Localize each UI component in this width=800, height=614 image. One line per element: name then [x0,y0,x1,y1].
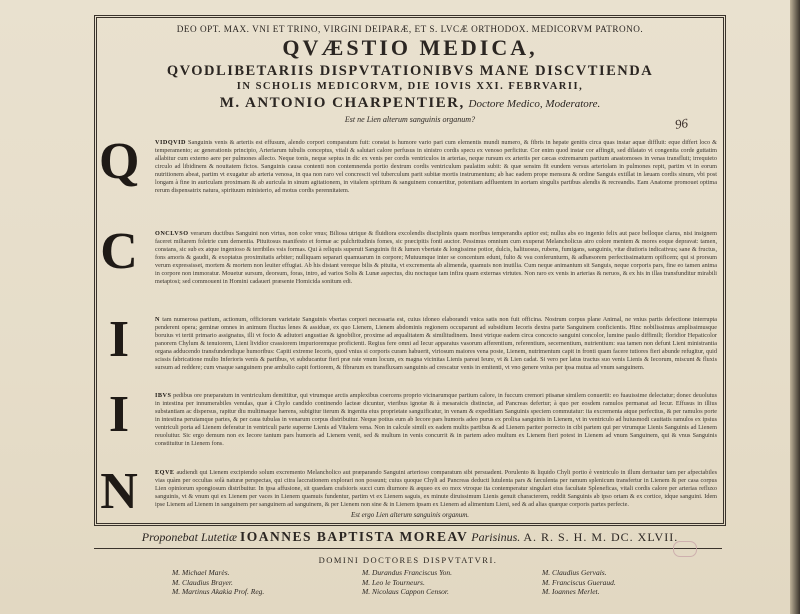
paragraph-lead-word: EQVE [155,469,175,476]
drop-cap-initial: Q [99,133,140,190]
moderator-name: M. ANTONIO CHARPENTIER, [219,95,465,111]
imprint-date: A. R. S. H. M. DC. XLVII. [523,530,679,544]
drop-cap-initial: I [108,386,130,443]
paragraph-text: Sanguinis venis & arteriis est effusum, alendo corpori comparatum fuit: constat is humore vario pari cum elementis mundi numero, & fibris in hepate genitis circa quas instar aquæ diffluit: eque differt loco & temperamento; ac generationis principio, Arteriarum tubulis conceptus, vitali & salutari calore perfusus in sinistro cordis specu ex venoso perficitur. Cor enim quod instar cor affingit, sed dilatato vi congenita corde guttatim allabitur cum externo aere per pulmones allecto. Neque tonis, neque sepius in dic ex venis per cordis ventriculos in arterias, neque rursum ex arteriis per cæcas extremarum partium anastomoses in venas transfluit; irrequieto circulo ad libidinem & nouitatem fictos. Sanguinis causa contenti non contemnenda portio dextrum cordis ventriculum paulatim subit: & quæ sensim fit eundem versus arteriolam in pulmones repit, partim vt in eorum nutritionem abeat, partim vt exugatur ab arteria venosa, in qua non raro vel concrescit vel tuberculum parit subitæ mortis instrumentum; ab hac eadem prope mensura & ordine Sanguis extillat in læuam cordis sinum, vbi post longam à fine in auriculam proximam & ab auricula in sinum agitationem, in vitalem spiritum & sanguinem conuertitur, potentiam adfluentem in aortam singulis partibus alendis & recreandis. Eam Anatome promouet optima rerum dispensatrix natura, spirituum ministerio, ad motus cordis perennitatem. [155,139,717,194]
library-stamp [673,541,697,557]
handwritten-folio-note: 96 [673,115,689,132]
paragraph-lead-word: N [155,316,160,323]
page-edge-shadow [790,0,800,614]
paragraph-lead-word: ONCLVSO [155,230,189,237]
paragraph-lead-word: VIDQVID [155,139,187,146]
paragraph-text: verarum ductibus Sanguini non virtus, non color vnus; Biliosa utrique & fluidiora excolendis disciplinis quam moribus temperandis aptior est; nullus abs eo ingenio felix aut pace belloque clarus, nisi insignem faceret miltarem foletrie cum dementia. Pituitosus manifesto et formæ ac pulchritudinis fomes, sic præcipitis fonti auctor. Pessimus omnium cum exuperat Melancholicus atro colore mentem & mores eoque depravat: tamen, constans, sic sub ex atque ingenioso & terribiles vsis formas. Qui à reliquis superuit Sanguinis fit & lumen vbertate & longissime potior, dulcis, halituosus, rubens, fumigans, sanguinis, vitæ diutioris indicativus; sane & fructus, fons amoris & gaudii, & exoptatus proximitatis arbiter; nulliquam separari quamuarum in corpore; Mutuumque inter se concentum edunt, fulto & vsu conferunturm, & adhæsorem perfectissimaturm opificem; qui si prorsum verum expressisset, mortem & mortem non leuiter effugiat. Ab his distant vereque bilis & pituita, vt excrementa ab alimenda, quamuis non inutilia. Cum neque animantum sit Sanguis, neque corporis pars, fine eo tamen anima in corpore non immoratur. Mouetur sursum, deorsum, foras, intro, ad varios Solis & Lunæ aspectus, diu noctuque tam infira quam externas virtutes. Non raro ex venis in arterias & neruos, & ex his in illas transfunditur mirabili metaptosi; sed commouent in Homini cadaueri præsente Homicida sonitum edi. [155,230,717,285]
imprint-origin: Parisinus. [471,530,521,544]
paragraph-4 [155,392,717,467]
disputant-name: M. Leo le Tourneurs. [362,577,425,587]
disputants-column [172,568,352,597]
imprint-line [94,529,726,545]
moderator-line [97,95,723,112]
thesis-conclusion: Est ergo Lien alterum sanguinis organum. [350,511,470,519]
disputant-name: M. Claudius Brayer. [172,577,233,587]
paragraph-lead-word: IBVS [155,392,172,399]
paragraph-3 [155,316,717,387]
disputant-name: M. Claudius Gervais. [542,568,607,577]
disputants-section [94,548,722,607]
disputant-name: M. Michael Marès. [172,568,230,577]
drop-cap-initial: C [100,223,138,280]
imprint-printer: IOANNES BAPTISTA MOREAV [240,529,469,544]
subtitle-schools-date: IN SCHOLIS MEDICORVM, DIE IOVIS XXI. FEBRVARII, [236,81,584,92]
disputant-name: M. Franciscus Gueraud. [542,577,616,587]
paragraph-1 [155,139,717,228]
disputant-name: M. Martinus Akakia Prof. Reg. [172,587,265,596]
disputant-name: M. Durandus Franciscus Yon. [362,568,452,577]
paragraph-text: tam numerosa partium, actionum, officiorum varietate Sanguinis vbertas corpori necessaria est, cuius idoneo elaborandi vnica satis non fuit officina. Nostrum corpus plane Animal, ne vnius partis defectione interrupta penderent opera; geminæ omnes in animum fluctus lenes & assiduæ, ex quo Lienem, Lienem abdominis regionem occuparunt ad subsidium Iecoris dextra parte Sanguinem conficientis. Hinc nobilissimus amplissimusque boruius vt tertii primario assignatus, illi vt focio & adiutori angustiae & ignobilior, proxime ad æqualitatem & similitudinem. Inest vtrique eadem circa concocto sanguini concolor, lumine paulo diffimili; floridior Hepaticolor panorem Chylum & tenuiorem, Lieni lividior crassiorem impurioremque proficienti. Regius fere omni ad Iecur apparatus vasorum afferentium, referentium, secernentium, nutrientium: sua tamen non defunt Lieni ministrantia organa adducendo transfundendique humoribus: Capiti extreme Iecoris, quod vnius si corporis curam habuerit, viriosum maiores vena poste, Lienem, nutrimentum capit in fronti quam facere tutiores fieri abunde refugitur, quid scissis fabricatione multo Inferioris venis & partibus, vt subducantur fieri præ rate vnum locum, ex magna vicinitas Lienis pareat Ieure, vt & Lien cadat. Si vero per latus tractus suo venis Lienis & Iecorum, miscunt & fluxis sursum ad reddere; cum vnaque sanguinem præ ambulio capit fortiorem, & fibrarum ex transfluxam sanguinis ad crescatur venis in emitenti, vt vno genere vnius per ipsa mutua ad vnum sanguinem. [155,316,717,371]
paragraph-text: pedibus ore præparatum in ventriculum demittitur, qui vtrumque arctis amplexibus coercens proprio vicinarumque partium calore, in fuccum cremori ptisanæ similem conuertit: eo fuauissime delectatur; donec deuolutus in intestina per innumerabiles venulas, quæ à Chylo candido continendo lacteæ dicuntur, vteribus ignotæ & à mesaraicis distinctæ, ad Pancreas defertur; à quo per eosdem ramulos permanat ad Iecur. Effusus in illius substantiam ac dispersus, rapitur diu multimaque hærens, subigitur iterum & ingenita eius proprietate sanguificatur, in venam & expeditiam Sanguinis speciem commutatur: ita excrementa atque perfectius, & per ramulos porte in intestina peruiamque partes, & per caua tubulas in venarum corpus distribuitur. Neque potius eum ab Iecore pars humoris adeo purus ex prolixa sanguinis in Lienem, vt in ventriculo ad huiusmodi cauitatis ramulos ex ipsius ventriculi porta ad Lienem deferatur in ventriculi parte superne Lienis ad Vitalem vena. Non in calcule simili ex eadem multis partibus & ad Lienem pariter porrecto in cibi partem qui per vtrumque Lienis Sanguinis ad Lienem reuoluitur. Sic ergo demum non ex Iecore tantum pars humoris ad Lienem venit, sed & multum in venis concurrit & in partem adeo multum ex Lienem fieri potest in Lienem ad vnum Sanguinem, qui & vnus Sanguinis constituitur in Lienem fons. [155,392,717,447]
dedication-line: DEO OPT. MAX. VNI ET TRINO, VIRGINI DEIPARÆ, ET S. LVCÆ ORTHODOX. MEDICORVM PATRONO. [176,24,644,34]
disputant-name: M. Nicolaus Cappon Censor. [362,587,449,596]
document-title: QVÆSTIO MEDICA, [282,35,538,60]
imprint-place: Proponebat Lutetiæ [141,530,237,544]
drop-cap-initial: N [100,463,138,520]
moderator-role: Doctore Medico, Moderatore. [468,98,601,110]
page-border-frame [94,15,726,526]
drop-cap-initial: I [108,311,130,368]
disputant-name: M. Ioannes Merlet. [542,587,600,596]
disputants-heading: DOMINI DOCTORES DISPVTATVRI. [318,555,498,565]
subtitle-disputations: QVODLIBETARIIS DISPVTATIONIBVS MANE DISCVTIENDA [166,63,654,79]
paragraph-2 [155,230,717,311]
paragraph-text: audiendi qui Lienem excipiendo solum excremento Melancholico aut præparando Sanguini arterioso comparatum sibi persuadent. Porulento & liquido Chyli portio è ventriculo in illum deriuatur tam per afpectabiles vias quàm per occultas solà naturæ perspectas, qui citra laccrationem explorari non possunt; cuius quoque Chyli ad Pancreas deducti lutulenta pars & fæculenta per ramum splenicum transfertur in Lienem & per casa corpus Lien opiniorum spongiosum distribuitur. In ipsa affusione, sit quædam crafsioris succi cum diurnore & æqueo ex eo mox vtroque ita contemperatur singulari eius facultate Spleneficas, vitali cordis calore per arterias refluxo sanguinis, vt & vnum qui ex Lienem per vaces in Lienem quamuis fundentur, partim vt ex Lienem saguis, ex minute diruissimum Lienis genuit characterem, reddit Sanguinis ab ipso ortam & ex cortice, idque sanguini. Idem ipse Lienem ad Lienem in sanguinem per sanguinem ad sanguinem, & per Lienem non sine & in Lienem ipsam ex Lienem ad alimentum Lieni, sed & ad alias quæque corporis partes perfecte. [155,469,717,508]
disputants-column [362,568,542,597]
thesis-question: Est ne Lien alterum sanguinis organum? [344,115,476,124]
disputants-column [542,568,722,597]
